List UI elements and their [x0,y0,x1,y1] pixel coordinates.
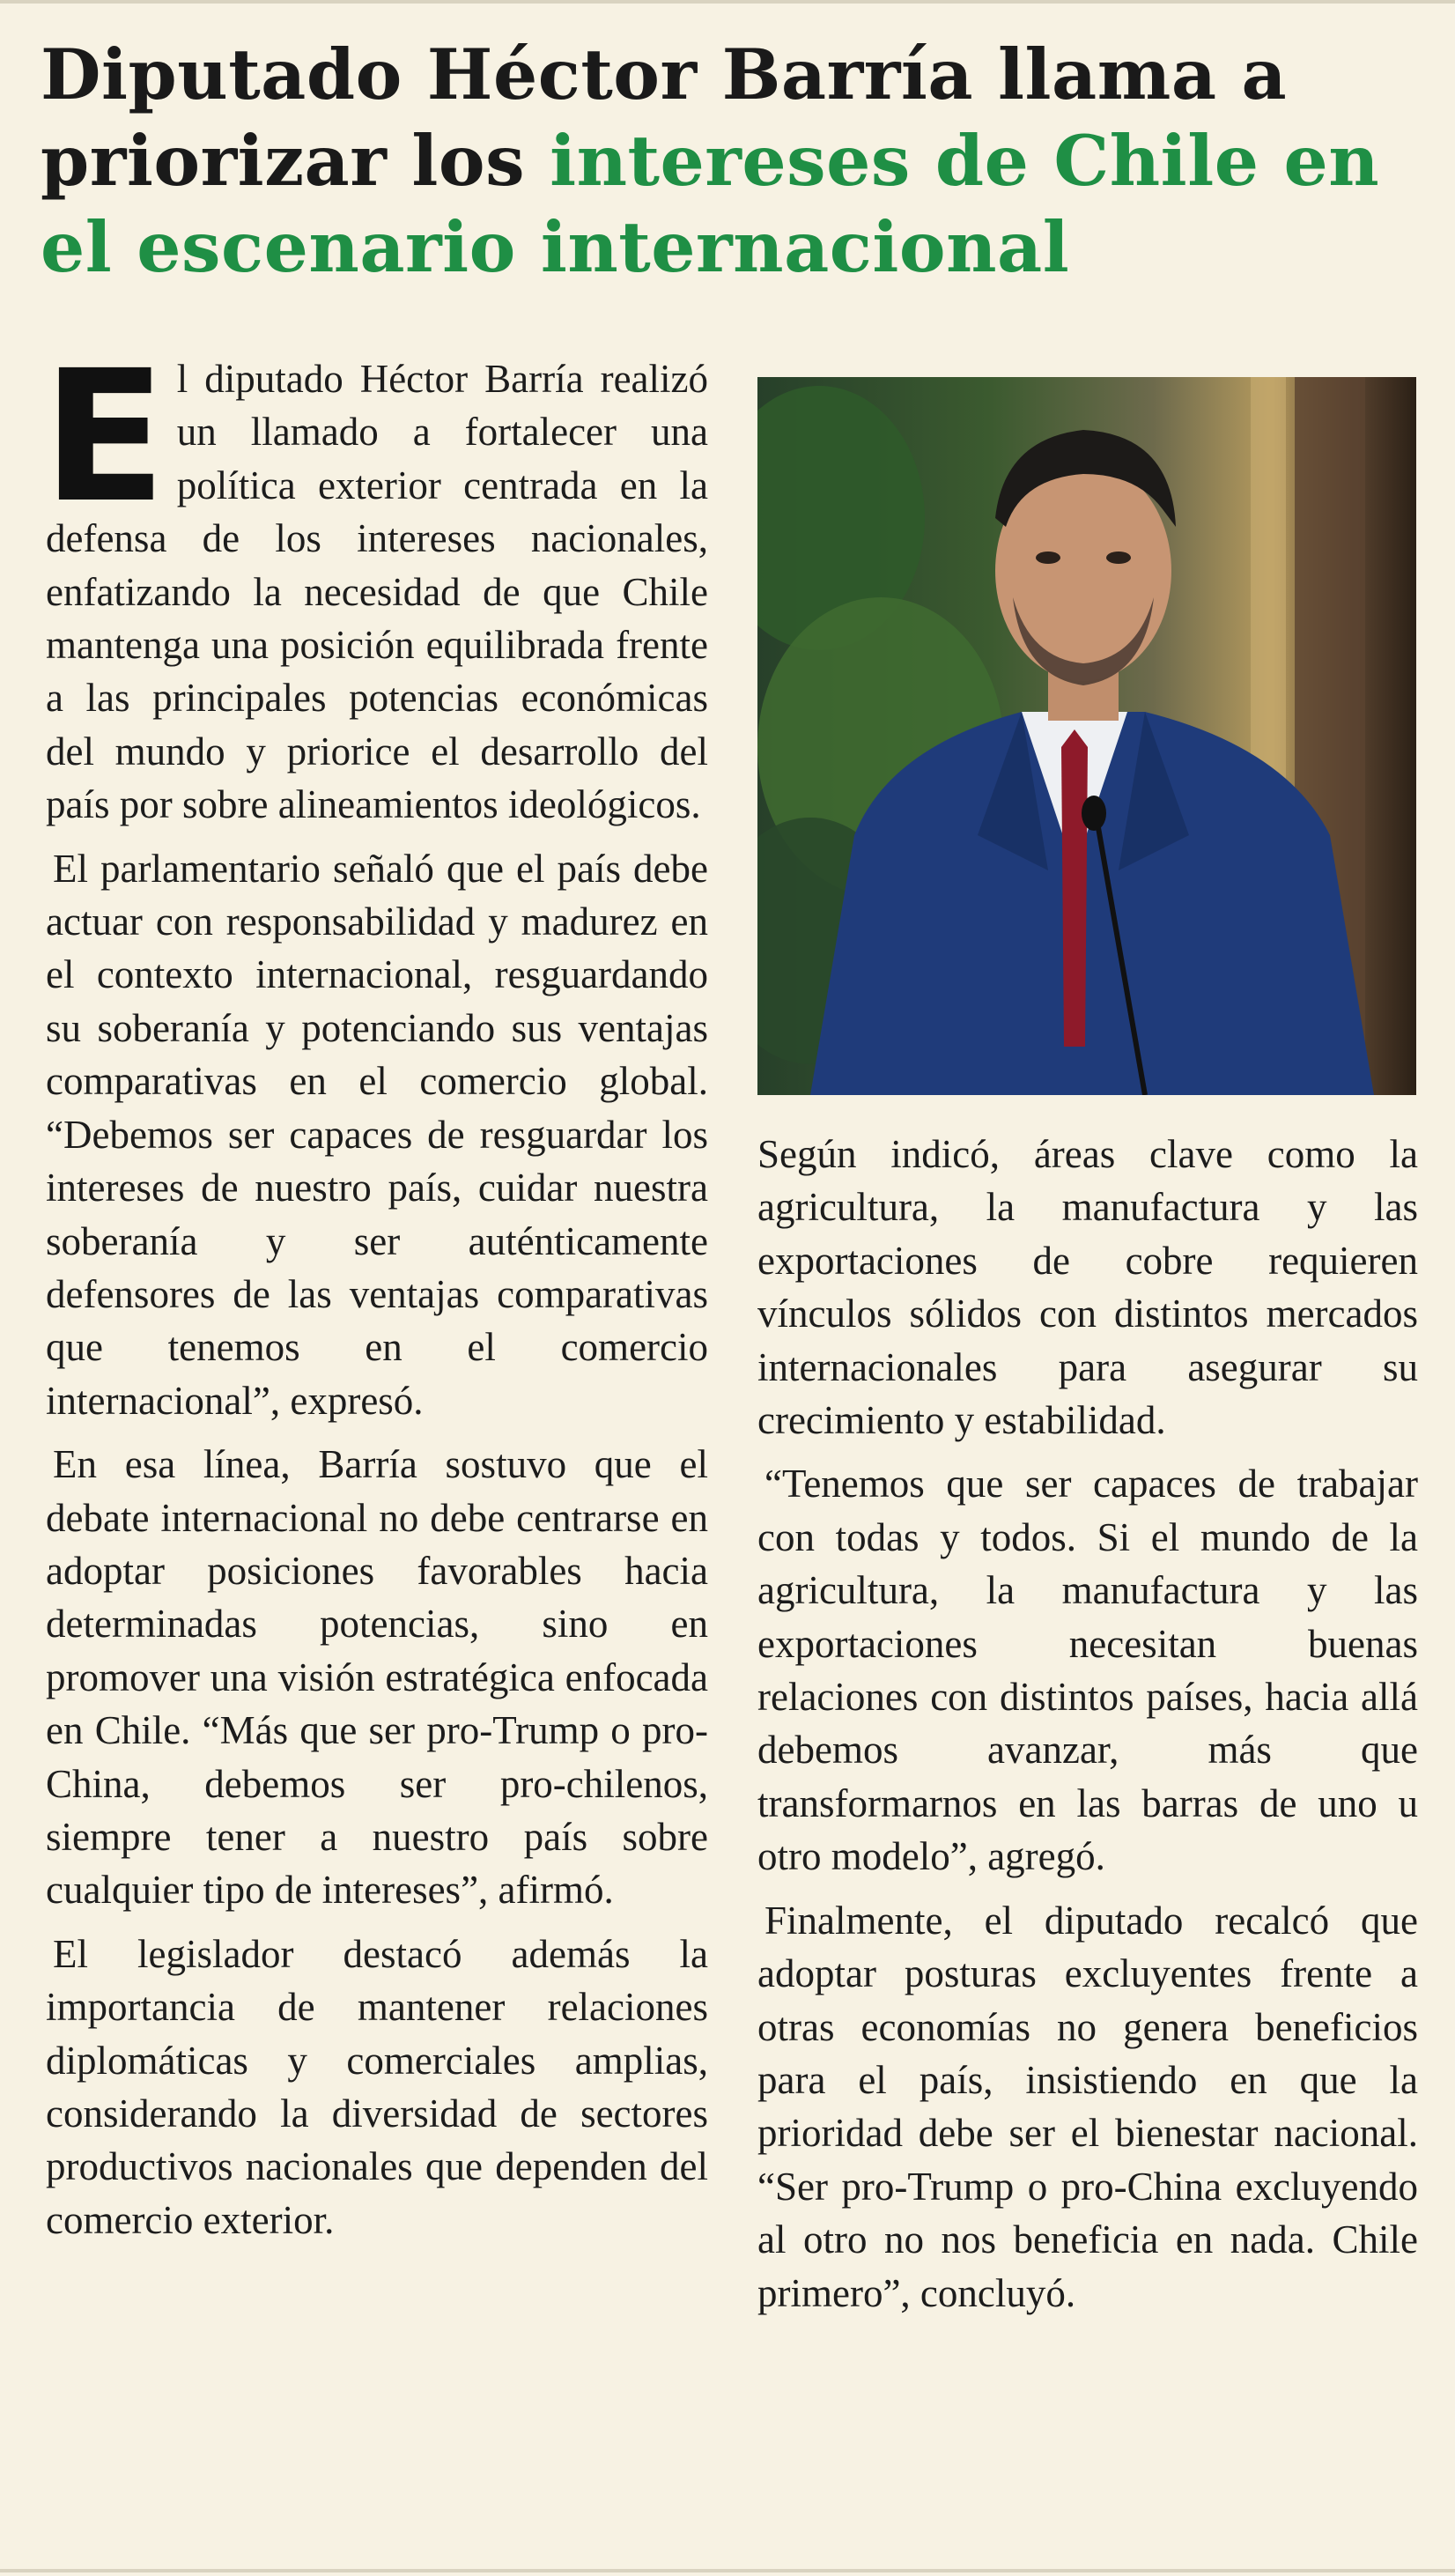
paragraph: l diputado Héctor Barría realizó un llamado a fortalecer una política exterior centrada en la defensa de los intereses nacionales, enfatizando la necesidad de que Chile mantenga una posición equilibrada frente a las principales potencias económicas del mundo y priorice el desarrollo del país por sobre alineamientos ideológicos. [46,357,708,827]
paragraph: Según indicó, áreas clave como la agricultura, la manufactura y las exportaciones de cobre requieren vínculos sólidos con distintos mercados internacionales para asegurar su crecimiento y estabilidad. [757,1132,1418,1443]
article-headline [41,32,1423,291]
right-column [757,1128,1418,2330]
bottom-border [0,2569,1455,2572]
paragraph: Finalmente, el diputado recalcó que adoptar posturas excluyentes frente a otras economías no genera beneficios para el país, insistiendo en que la prioridad debe ser el bienestar nacional. “Ser pro-Trump o pro-China excluyendo al otro no nos beneficia en nada. Chile primero”, concluyó. [757,1898,1418,2315]
headline-dark-part: Diputado Héctor Barría llama a priorizar los [41,33,1288,202]
paragraph: El legislador destacó además la importancia de mantener relaciones diplomáticas y comerciales amplias, considerando la diversidad de sectores productivos nacionales que dependen del comercio exterior. [46,1931,708,2242]
drop-cap: E [42,331,166,543]
paragraph: “Tenemos que ser capaces de trabajar con todas y todos. Si el mundo de la agricultura, la manufactura y las exportaciones necesitan buenas relaciones con distintos países, hacia allá debemos avanzar, más que transformarnos en las barras de uno u otro modelo”, agregó. [757,1462,1418,1879]
paragraph: En esa línea, Barría sostuvo que el debate internacional no debe centrarse en adoptar posiciones favorables hacia determinadas potencias, sino en promover una visión estratégica enfocada en Chile. “Más que ser pro-Trump o pro-China, debemos ser pro-chilenos, siempre tener a nuestro país sobre cualquier tipo de intereses”, afirmó. [46,1442,708,1913]
headline-green-part: intereses de Chile en el escenario internacional [41,120,1380,288]
portrait-photo [757,377,1416,1095]
paragraph: El parlamentario señaló que el país debe actuar con responsabilidad y madurez en el contexto internacional, resguardando su soberanía y potenciando sus ventajas comparativas en el comercio global. “Debemos ser capaces de resguardar los intereses de nuestro país, cuidar nuestra soberanía y ser auténticamente defensores de las ventajas comparativas que tenemos en el comercio internacional”, expresó. [46,846,708,1423]
left-column [42,331,708,2257]
top-border [0,0,1455,4]
